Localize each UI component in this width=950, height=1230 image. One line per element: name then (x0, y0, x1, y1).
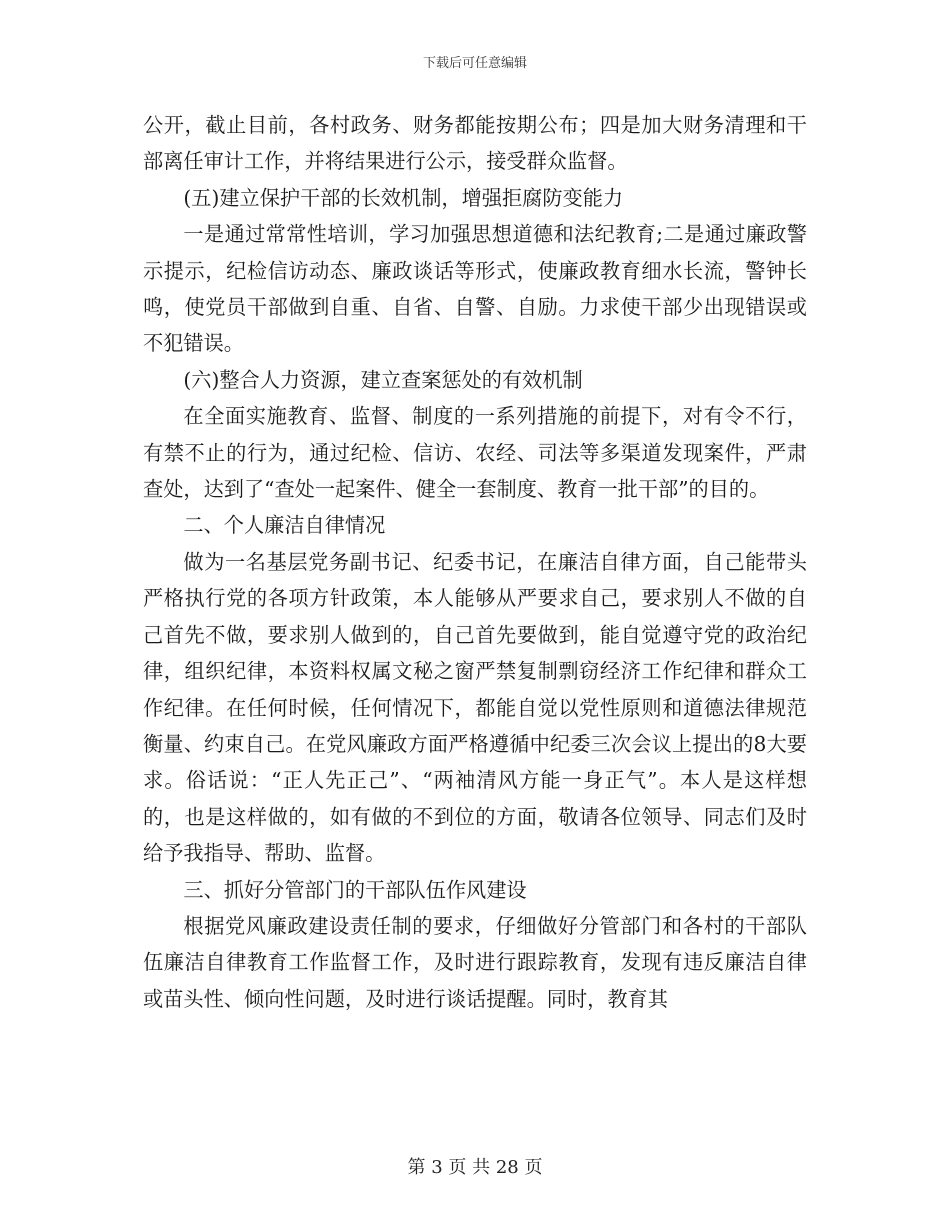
paragraph: 一是通过常常性培训，学习加强思想道德和法纪教育;二是通过廉政警示提示，纪检信访动态、廉政谈话等形式，使廉政教育细水长流，警钟长鸣，使党员干部做到自重、自省、自警、自励。力求使干部少出现错误或不犯错误。 (143, 222, 807, 356)
section-heading: 二、个人廉洁自律情况 (183, 513, 386, 538)
section-heading: 三、抓好分管部门的干部队伍作风建设 (183, 877, 527, 902)
page-header: 下载后可任意编辑 (422, 56, 527, 71)
paragraph: 在全面实施教育、监督、制度的一系列措施的前提下，对有令不行，有禁不止的行为，通过纪检、信访、农经、司法等多渠道发现案件，严肃查处，达到了“查处一起案件、健全一套制度、教育一批干部”的目的。 (143, 404, 807, 502)
section-heading: (五)建立保护干部的长效机制，增强拒腐防变能力 (183, 185, 624, 210)
paragraph: 根据党风廉政建设责任制的要求，仔细做好分管部门和各村的干部队伍廉洁自律教育工作监督工作，及时进行跟踪教育，发现有违反廉洁自律或苗头性、倾向性问题，及时进行谈话提醒。同时，教育其 (143, 913, 807, 1011)
paragraph: 做为一名基层党务副书记、纪委书记，在廉洁自律方面，自己能带头严格执行党的各项方针政策，本人能够从严要求自己，要求别人不做的自己首先不做，要求别人做到的，自己首先要做到，能自觉遵守党的政治纪律，组织纪律，本资料权属文秘之窗严禁复制剽窃经济工作纪律和群众工作纪律。在任何时候，任何情况下，都能自觉以党性原则和道德法律规范衡量、约束自己。在党风廉政方面严格遵循中纪委三次会议上提出的8大要求。俗话说：“正人先正己”、“两袖清风方能一身正气”。本人是这样想的，也是这样做的，如有做的不到位的方面，敬请各位领导、同志们及时给予我指导、帮助、监督。 (143, 549, 807, 866)
section-heading: (六)整合人力资源，建立查案惩处的有效机制 (183, 367, 583, 392)
paragraph: 公开，截止目前，各村政务、财务都能按期公布；四是加大财务清理和干部离任审计工作，并将结果进行公示，接受群众监督。 (143, 113, 807, 174)
document-body (143, 107, 807, 1017)
page-number-footer: 第 3 页 共 28 页 (407, 1157, 543, 1178)
